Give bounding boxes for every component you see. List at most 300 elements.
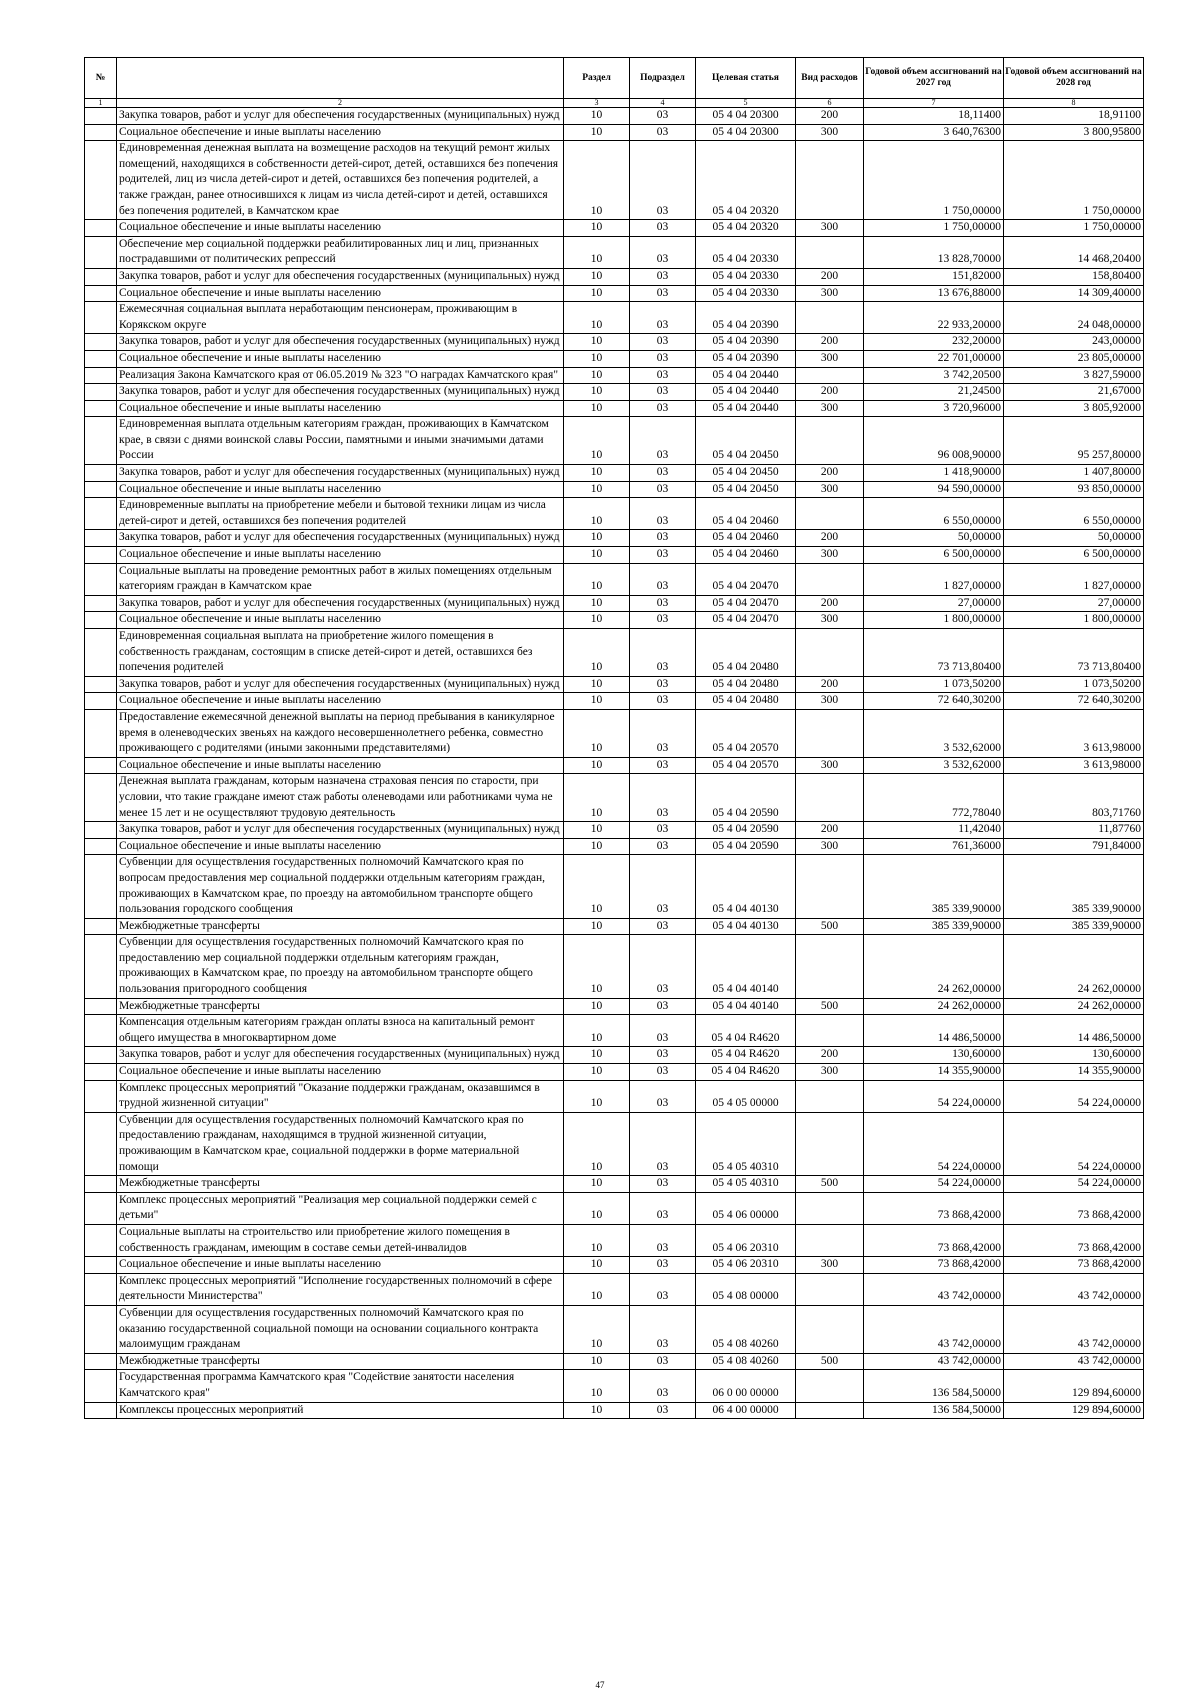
cell-name: Закупка товаров, работ и услуг для обеспечения государственных (муниципальных) нужд (117, 268, 564, 285)
cell-target: 05 4 04 20300 (696, 124, 796, 141)
cell-razdel: 10 (564, 108, 630, 125)
cell-razdel: 10 (564, 822, 630, 839)
cell-name: Социальное обеспечение и иные выплаты населению (117, 220, 564, 237)
cell-podrazdel: 03 (630, 1112, 696, 1175)
cell-num (85, 1064, 117, 1081)
cell-num (85, 676, 117, 693)
cell-razdel: 10 (564, 302, 630, 334)
cell-num (85, 124, 117, 141)
table-row (85, 838, 1144, 855)
cell-vid: 200 (796, 530, 864, 547)
cell-name: Закупка товаров, работ и услуг для обеспечения государственных (муниципальных) нужд (117, 595, 564, 612)
cell-2027: 24 262,00000 (864, 935, 1004, 998)
cell-name: Субвенции для осуществления государственных полномочий Камчатского края по предоставлению гражданам, находящимся в трудной жизненной ситуации, проживающим в Камчатском крае, социальной поддержки в форме материальной помощи (117, 1112, 564, 1175)
cell-name: Закупка товаров, работ и услуг для обеспечения государственных (муниципальных) нужд (117, 465, 564, 482)
cell-2028: 24 262,00000 (1004, 998, 1144, 1015)
cell-2028: 243,00000 (1004, 334, 1144, 351)
cell-name: Закупка товаров, работ и услуг для обеспечения государственных (муниципальных) нужд (117, 334, 564, 351)
cell-num (85, 417, 117, 465)
table-row (85, 1273, 1144, 1305)
cell-2027: 151,82000 (864, 268, 1004, 285)
cell-vid (796, 367, 864, 384)
cell-num (85, 838, 117, 855)
cell-razdel: 10 (564, 498, 630, 530)
cell-2028: 6 500,00000 (1004, 547, 1144, 564)
cell-num (85, 141, 117, 220)
cell-vid (796, 1192, 864, 1224)
header-2028: Годовой объем ассигнований на 2028 год (1004, 58, 1144, 99)
cell-podrazdel: 03 (630, 676, 696, 693)
cell-target: 05 4 04 20480 (696, 676, 796, 693)
cell-razdel: 10 (564, 918, 630, 935)
cell-target: 05 4 04 20390 (696, 350, 796, 367)
table-row (85, 498, 1144, 530)
cell-razdel: 10 (564, 285, 630, 302)
cell-num (85, 498, 117, 530)
cell-num (85, 1176, 117, 1193)
colnum-4: 4 (630, 99, 696, 108)
cell-num (85, 935, 117, 998)
cell-podrazdel: 03 (630, 1176, 696, 1193)
cell-num (85, 400, 117, 417)
cell-vid (796, 629, 864, 677)
cell-target: 05 4 04 20590 (696, 774, 796, 822)
cell-num (85, 1402, 117, 1419)
cell-name: Закупка товаров, работ и услуг для обеспечения государственных (муниципальных) нужд (117, 108, 564, 125)
cell-podrazdel: 03 (630, 998, 696, 1015)
cell-2027: 3 742,20500 (864, 367, 1004, 384)
cell-vid: 500 (796, 1176, 864, 1193)
cell-name: Межбюджетные трансферты (117, 1353, 564, 1370)
cell-razdel: 10 (564, 1224, 630, 1256)
cell-name: Реализация Закона Камчатского края от 06.05.2019 № 323 "О наградах Камчатского края" (117, 367, 564, 384)
cell-vid: 300 (796, 220, 864, 237)
cell-vid: 300 (796, 1064, 864, 1081)
cell-2027: 136 584,50000 (864, 1402, 1004, 1419)
cell-name: Комплекс процессных мероприятий "Исполнение государственных полномочий в сфере деятельности Министерства" (117, 1273, 564, 1305)
table-body (85, 108, 1144, 1419)
cell-num (85, 1015, 117, 1047)
cell-2028: 158,80400 (1004, 268, 1144, 285)
cell-2027: 94 590,00000 (864, 481, 1004, 498)
cell-name: Комплекс процессных мероприятий "Оказание поддержки гражданам, оказавшимся в трудной жизненной ситуации" (117, 1080, 564, 1112)
cell-podrazdel: 03 (630, 1353, 696, 1370)
cell-2028: 1 827,00000 (1004, 563, 1144, 595)
cell-2027: 385 339,90000 (864, 918, 1004, 935)
cell-target: 05 4 04 20320 (696, 220, 796, 237)
table-row (85, 350, 1144, 367)
cell-podrazdel: 03 (630, 709, 696, 757)
cell-podrazdel: 03 (630, 350, 696, 367)
cell-num (85, 367, 117, 384)
cell-podrazdel: 03 (630, 1064, 696, 1081)
cell-razdel: 10 (564, 693, 630, 710)
table-row (85, 757, 1144, 774)
cell-razdel: 10 (564, 595, 630, 612)
cell-target: 05 4 04 20440 (696, 384, 796, 401)
cell-num (85, 1273, 117, 1305)
cell-podrazdel: 03 (630, 530, 696, 547)
table-row (85, 1112, 1144, 1175)
cell-podrazdel: 03 (630, 1224, 696, 1256)
cell-razdel: 10 (564, 400, 630, 417)
header-2027: Годовой объем ассигнований на 2027 год (864, 58, 1004, 99)
cell-vid: 200 (796, 334, 864, 351)
cell-name: Предоставление ежемесячной денежной выплаты на период пребывания в каникулярное время в оленеводческих звеньях на каждого несовершеннолетнего ребенка, совместно проживающего с родителями (иными законными представителями) (117, 709, 564, 757)
table-row (85, 481, 1144, 498)
cell-2028: 54 224,00000 (1004, 1080, 1144, 1112)
cell-podrazdel: 03 (630, 367, 696, 384)
table-row (85, 1015, 1144, 1047)
table-row (85, 935, 1144, 998)
cell-name: Социальное обеспечение и иные выплаты населению (117, 757, 564, 774)
cell-vid: 300 (796, 285, 864, 302)
cell-2028: 3 827,59000 (1004, 367, 1144, 384)
cell-vid (796, 1305, 864, 1353)
cell-2028: 93 850,00000 (1004, 481, 1144, 498)
cell-razdel: 10 (564, 563, 630, 595)
cell-target: 05 4 04 20330 (696, 285, 796, 302)
table-row (85, 563, 1144, 595)
cell-target: 05 4 06 00000 (696, 1192, 796, 1224)
cell-name: Социальное обеспечение и иные выплаты населению (117, 1064, 564, 1081)
cell-razdel: 10 (564, 1015, 630, 1047)
cell-2028: 27,00000 (1004, 595, 1144, 612)
cell-target: 05 4 08 00000 (696, 1273, 796, 1305)
cell-name: Комплекс процессных мероприятий "Реализация мер социальной поддержки семей с детьми" (117, 1192, 564, 1224)
cell-podrazdel: 03 (630, 1192, 696, 1224)
cell-2028: 54 224,00000 (1004, 1112, 1144, 1175)
cell-2027: 761,36000 (864, 838, 1004, 855)
cell-vid: 300 (796, 481, 864, 498)
cell-razdel: 10 (564, 757, 630, 774)
cell-razdel: 10 (564, 1064, 630, 1081)
table-row (85, 1353, 1144, 1370)
cell-name: Государственная программа Камчатского края "Содействие занятости населения Камчатского края" (117, 1370, 564, 1402)
cell-razdel: 10 (564, 1402, 630, 1419)
cell-razdel: 10 (564, 367, 630, 384)
cell-2027: 13 828,70000 (864, 236, 1004, 268)
cell-target: 05 4 04 R4620 (696, 1064, 796, 1081)
cell-vid: 200 (796, 822, 864, 839)
cell-podrazdel: 03 (630, 124, 696, 141)
cell-name: Закупка товаров, работ и услуг для обеспечения государственных (муниципальных) нужд (117, 1047, 564, 1064)
cell-num (85, 530, 117, 547)
cell-vid: 300 (796, 350, 864, 367)
cell-target: 05 4 04 20390 (696, 334, 796, 351)
cell-podrazdel: 03 (630, 855, 696, 918)
cell-podrazdel: 03 (630, 285, 696, 302)
cell-razdel: 10 (564, 268, 630, 285)
table-row (85, 334, 1144, 351)
cell-target: 05 4 05 40310 (696, 1176, 796, 1193)
cell-2028: 129 894,60000 (1004, 1370, 1144, 1402)
cell-2027: 13 676,88000 (864, 285, 1004, 302)
cell-target: 05 4 04 20480 (696, 629, 796, 677)
cell-target: 05 4 04 20460 (696, 498, 796, 530)
table-row (85, 998, 1144, 1015)
cell-num (85, 1080, 117, 1112)
cell-target: 05 4 04 20590 (696, 822, 796, 839)
cell-podrazdel: 03 (630, 693, 696, 710)
cell-vid (796, 563, 864, 595)
colnum-6: 6 (796, 99, 864, 108)
cell-razdel: 10 (564, 417, 630, 465)
cell-2028: 72 640,30200 (1004, 693, 1144, 710)
cell-target: 05 4 04 20590 (696, 838, 796, 855)
cell-razdel: 10 (564, 612, 630, 629)
cell-2027: 1 750,00000 (864, 141, 1004, 220)
cell-name: Закупка товаров, работ и услуг для обеспечения государственных (муниципальных) нужд (117, 530, 564, 547)
header-razdel: Раздел (564, 58, 630, 99)
colnum-2: 2 (117, 99, 564, 108)
cell-name: Социальное обеспечение и иные выплаты населению (117, 285, 564, 302)
table-row (85, 774, 1144, 822)
cell-podrazdel: 03 (630, 547, 696, 564)
cell-vid: 500 (796, 918, 864, 935)
cell-target: 05 4 04 R4620 (696, 1047, 796, 1064)
cell-target: 05 4 05 00000 (696, 1080, 796, 1112)
colnum-3: 3 (564, 99, 630, 108)
cell-num (85, 302, 117, 334)
cell-2027: 3 532,62000 (864, 757, 1004, 774)
cell-name: Единовременные выплаты на приобретение мебели и бытовой техники лицам из числа детей-сирот и детей, оставшихся без попечения родителей (117, 498, 564, 530)
cell-2027: 73 713,80400 (864, 629, 1004, 677)
cell-2028: 14 355,90000 (1004, 1064, 1144, 1081)
cell-vid (796, 1080, 864, 1112)
cell-razdel: 10 (564, 547, 630, 564)
cell-2028: 43 742,00000 (1004, 1353, 1144, 1370)
table-row (85, 629, 1144, 677)
cell-podrazdel: 03 (630, 563, 696, 595)
colnum-5: 5 (696, 99, 796, 108)
table-row (85, 1080, 1144, 1112)
cell-razdel: 10 (564, 530, 630, 547)
cell-razdel: 10 (564, 481, 630, 498)
cell-num (85, 481, 117, 498)
cell-razdel: 10 (564, 236, 630, 268)
cell-2028: 73 713,80400 (1004, 629, 1144, 677)
cell-name: Закупка товаров, работ и услуг для обеспечения государственных (муниципальных) нужд (117, 822, 564, 839)
table-row (85, 384, 1144, 401)
table-row (85, 1257, 1144, 1274)
cell-2027: 14 486,50000 (864, 1015, 1004, 1047)
cell-podrazdel: 03 (630, 918, 696, 935)
cell-name: Социальное обеспечение и иные выплаты населению (117, 838, 564, 855)
cell-target: 05 4 04 20460 (696, 530, 796, 547)
cell-name: Социальное обеспечение и иные выплаты населению (117, 350, 564, 367)
cell-vid: 300 (796, 612, 864, 629)
budget-table (84, 57, 1144, 1419)
cell-razdel: 10 (564, 1047, 630, 1064)
cell-target: 05 4 06 20310 (696, 1224, 796, 1256)
table-row (85, 547, 1144, 564)
table-row (85, 855, 1144, 918)
cell-2028: 11,87760 (1004, 822, 1144, 839)
cell-target: 05 4 04 20330 (696, 268, 796, 285)
cell-target: 05 4 04 20470 (696, 612, 796, 629)
cell-num (85, 822, 117, 839)
cell-2028: 1 750,00000 (1004, 220, 1144, 237)
cell-name: Социальное обеспечение и иные выплаты населению (117, 400, 564, 417)
column-number-row (85, 99, 1144, 108)
cell-podrazdel: 03 (630, 1273, 696, 1305)
cell-2028: 1 407,80000 (1004, 465, 1144, 482)
cell-name: Обеспечение мер социальной поддержки реабилитированных лиц и лиц, признанных пострадавшими от политических репрессий (117, 236, 564, 268)
cell-2028: 385 339,90000 (1004, 855, 1144, 918)
cell-vid: 200 (796, 676, 864, 693)
cell-2027: 73 868,42000 (864, 1257, 1004, 1274)
cell-2028: 54 224,00000 (1004, 1176, 1144, 1193)
colnum-7: 7 (864, 99, 1004, 108)
cell-2027: 11,42040 (864, 822, 1004, 839)
cell-2027: 22 933,20000 (864, 302, 1004, 334)
cell-vid: 300 (796, 693, 864, 710)
cell-name: Социальное обеспечение и иные выплаты населению (117, 124, 564, 141)
cell-2027: 14 355,90000 (864, 1064, 1004, 1081)
cell-num (85, 350, 117, 367)
cell-podrazdel: 03 (630, 220, 696, 237)
cell-name: Единовременная социальная выплата на приобретение жилого помещения в собственность гражданам, состоящим в списке детей-сирот и детей, оставшихся без попечения родителей (117, 629, 564, 677)
cell-num (85, 1112, 117, 1175)
cell-vid (796, 935, 864, 998)
header-name (117, 58, 564, 99)
cell-2028: 21,67000 (1004, 384, 1144, 401)
cell-2028: 50,00000 (1004, 530, 1144, 547)
table-row (85, 1402, 1144, 1419)
cell-target: 05 4 04 40140 (696, 935, 796, 998)
cell-num (85, 220, 117, 237)
cell-num (85, 236, 117, 268)
cell-target: 05 4 04 20320 (696, 141, 796, 220)
cell-vid (796, 1273, 864, 1305)
table-row (85, 285, 1144, 302)
cell-num (85, 1224, 117, 1256)
cell-target: 05 4 04 20470 (696, 563, 796, 595)
cell-vid (796, 855, 864, 918)
cell-vid: 200 (796, 1047, 864, 1064)
cell-num (85, 595, 117, 612)
cell-2027: 21,24500 (864, 384, 1004, 401)
cell-2027: 50,00000 (864, 530, 1004, 547)
cell-num (85, 709, 117, 757)
cell-target: 05 4 04 40130 (696, 855, 796, 918)
table-row (85, 1047, 1144, 1064)
cell-vid: 500 (796, 1353, 864, 1370)
cell-num (85, 334, 117, 351)
cell-razdel: 10 (564, 1176, 630, 1193)
cell-podrazdel: 03 (630, 384, 696, 401)
cell-razdel: 10 (564, 141, 630, 220)
cell-num (85, 629, 117, 677)
cell-podrazdel: 03 (630, 595, 696, 612)
table-row (85, 676, 1144, 693)
cell-2028: 3 800,95800 (1004, 124, 1144, 141)
cell-2028: 803,71760 (1004, 774, 1144, 822)
cell-vid: 200 (796, 465, 864, 482)
table-row (85, 141, 1144, 220)
cell-podrazdel: 03 (630, 1370, 696, 1402)
cell-2028: 3 613,98000 (1004, 757, 1144, 774)
cell-target: 05 4 04 20570 (696, 709, 796, 757)
cell-num (85, 285, 117, 302)
cell-2028: 43 742,00000 (1004, 1273, 1144, 1305)
cell-razdel: 10 (564, 1273, 630, 1305)
cell-2027: 43 742,00000 (864, 1273, 1004, 1305)
cell-2027: 232,20000 (864, 334, 1004, 351)
cell-name: Социальное обеспечение и иные выплаты населению (117, 612, 564, 629)
cell-num (85, 1370, 117, 1402)
cell-razdel: 10 (564, 838, 630, 855)
cell-2028: 129 894,60000 (1004, 1402, 1144, 1419)
cell-podrazdel: 03 (630, 465, 696, 482)
cell-name: Социальное обеспечение и иные выплаты населению (117, 693, 564, 710)
cell-num (85, 1353, 117, 1370)
cell-num (85, 757, 117, 774)
cell-2028: 14 309,40000 (1004, 285, 1144, 302)
cell-vid: 500 (796, 998, 864, 1015)
cell-razdel: 10 (564, 935, 630, 998)
cell-2028: 23 805,00000 (1004, 350, 1144, 367)
table-row (85, 302, 1144, 334)
cell-vid (796, 1112, 864, 1175)
cell-vid (796, 141, 864, 220)
cell-2027: 3 640,76300 (864, 124, 1004, 141)
cell-vid: 300 (796, 547, 864, 564)
cell-vid: 300 (796, 124, 864, 141)
cell-podrazdel: 03 (630, 400, 696, 417)
cell-2028: 24 048,00000 (1004, 302, 1144, 334)
cell-podrazdel: 03 (630, 498, 696, 530)
cell-target: 06 4 00 00000 (696, 1402, 796, 1419)
cell-razdel: 10 (564, 998, 630, 1015)
cell-vid (796, 236, 864, 268)
cell-razdel: 10 (564, 350, 630, 367)
cell-razdel: 10 (564, 629, 630, 677)
cell-podrazdel: 03 (630, 302, 696, 334)
cell-target: 05 4 08 40260 (696, 1353, 796, 1370)
cell-name: Компенсация отдельным категориям граждан оплаты взноса на капитальный ремонт общего имущества в многоквартирном доме (117, 1015, 564, 1047)
cell-num (85, 1047, 117, 1064)
cell-podrazdel: 03 (630, 1015, 696, 1047)
cell-num (85, 384, 117, 401)
cell-vid (796, 1015, 864, 1047)
cell-target: 05 4 04 R4620 (696, 1015, 796, 1047)
cell-2028: 1 750,00000 (1004, 141, 1144, 220)
cell-name: Социальное обеспечение и иные выплаты населению (117, 547, 564, 564)
cell-name: Денежная выплата гражданам, которым назначена страховая пенсия по старости, при условии, что такие граждане имеют стаж работы оленеводами или работниками чума не менее 15 лет и не осуществляют трудовую деятельность (117, 774, 564, 822)
table-row (85, 400, 1144, 417)
cell-num (85, 268, 117, 285)
cell-target: 05 4 04 20330 (696, 236, 796, 268)
cell-2027: 43 742,00000 (864, 1353, 1004, 1370)
cell-target: 05 4 04 20450 (696, 417, 796, 465)
cell-2028: 1 073,50200 (1004, 676, 1144, 693)
cell-num (85, 108, 117, 125)
cell-target: 05 4 04 20480 (696, 693, 796, 710)
cell-name: Единовременная денежная выплата на возмещение расходов на текущий ремонт жилых помещений, находящихся в собственности детей-сирот, детей, оставшихся без попечения родителей, лиц из числа детей-сирот и детей, оставшихся без попечения родителей, а также граждан, ранее относившихся к лицам из числа детей-сирот и детей, оставшихся без попечения родителей, в Камчатском крае (117, 141, 564, 220)
cell-2028: 73 868,42000 (1004, 1192, 1144, 1224)
cell-num (85, 465, 117, 482)
cell-2028: 18,91100 (1004, 108, 1144, 125)
cell-2028: 3 613,98000 (1004, 709, 1144, 757)
page-number: 47 (595, 1680, 605, 1690)
cell-razdel: 10 (564, 1305, 630, 1353)
cell-num (85, 855, 117, 918)
cell-2027: 136 584,50000 (864, 1370, 1004, 1402)
cell-podrazdel: 03 (630, 1047, 696, 1064)
cell-target: 05 4 04 20440 (696, 400, 796, 417)
